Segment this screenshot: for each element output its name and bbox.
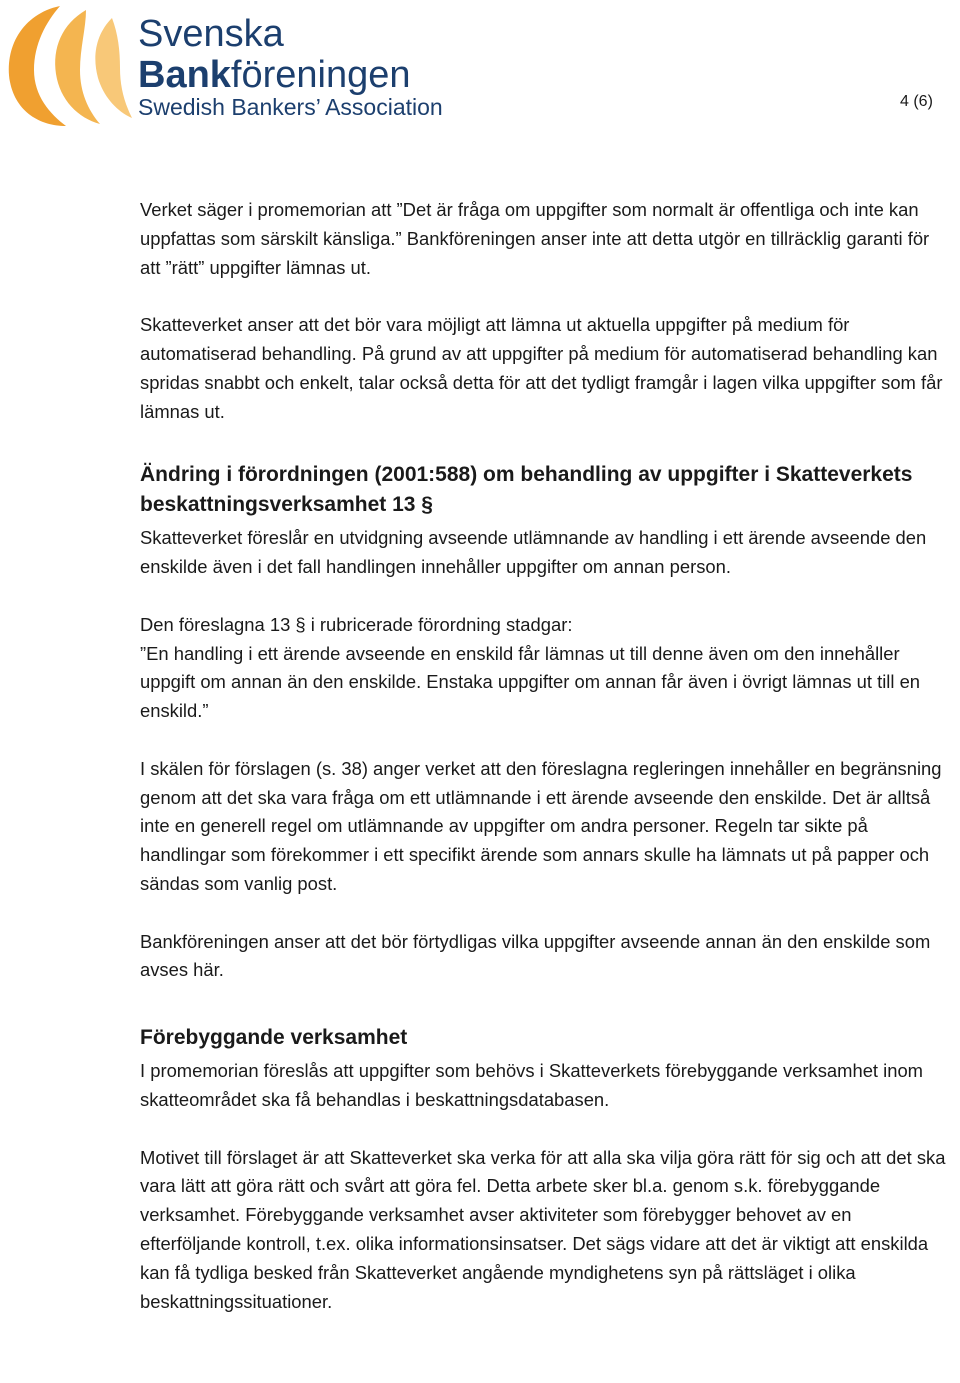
heading-andring-forordningen: Ändring i förordningen (2001:588) om behandling av uppgifter i Skatteverkets beskattningsverksamhet 13 §	[140, 463, 913, 517]
paragraph-motivet: Motivet till förslaget är att Skatteverket ska verka för att alla ska vilja göra rätt för sig och att det ska vara lätt att göra rätt och svårt att göra fel. Detta arbete sker bl.a. genom s.k. förebyggande verksamhet. Förebyggande verksamhet avser aktiviteter som förebygger behovet av en efterföljande kontroll, t.ex. olika informationsinsatser. Det sägs vidare att det är viktigt att enskilda kan få tydliga besked från Skatteverket angående myndighetens syn på rättsläget i olika beskattningssituationer.	[140, 1146, 946, 1312]
paragraph-foreslagna-line: Den föreslagna 13 § i rubricerade förordning stadgar:	[140, 613, 573, 635]
svenska-bankforeningen-logo	[0, 0, 470, 130]
heading-forebyggande: Förebyggande verksamhet	[140, 1026, 408, 1050]
logo-bank: Bank	[138, 54, 231, 96]
paragraph-skatteverket-anser: Skatteverket anser att det bör vara möjligt att lämna ut aktuella uppgifter på medium för automatiserad behandling. På grund av att uppgifter på medium för automatiserad behandling kan spridas snabbt och enkelt, talar också detta för att det tydligt framgår i lagen vilka uppgifter som får lämnas ut.	[140, 314, 943, 422]
page-number: 4 (6)	[900, 93, 933, 110]
paragraph-quote: ”En handling i ett ärende avseende en enskild får lämnas ut till denne även om den innehåller uppgift om annan än den enskilde. Enstaka uppgifter om annan får även i övrigt lämnas ut till en enskild.”	[140, 642, 921, 722]
logo-line-svenska: Svenska	[138, 13, 284, 55]
logo-line-english: Swedish Bankers’ Association	[138, 94, 443, 120]
paragraph-promemorian: I promemorian föreslås att uppgifter som behövs i Skatteverkets förebyggande verksamhet inom skatteområdet ska få behandlas i beskattningsdatabasen.	[140, 1060, 924, 1110]
logo-line-bankforeningen	[138, 54, 411, 96]
document-body	[140, 196, 952, 1316]
paragraph-utvidgning: Skatteverket föreslår en utvidgning avseende utlämnande av handling i ett ärende avseende den enskilde även i det fall handlingen innehåller uppgifter om annan person.	[140, 527, 927, 578]
paragraph-bankforeningen-anser: Bankföreningen anser att det bör förtydligas vilka uppgifter avseende annan än den enskilde som avses här.	[140, 930, 931, 981]
paragraph-skalen: I skälen för förslagen (s. 38) anger verket att den föreslagna regleringen innehåller en begränsning genom att det ska vara fråga om ett utlämnande i ett ärende avseende den enskilde. Det är alltså inte en generell regel om utlämnande av uppgifter om andra personer. Regeln tar sikte på handlingar som förekommer i ett specifikt ärende som annars skulle ha lämnats ut på papper och sändas som vanlig post.	[140, 757, 942, 894]
orange-swirl-icon	[9, 6, 132, 126]
paragraph-verket-sager: Verket säger i promemorian att ”Det är fråga om uppgifter som normalt är offentliga och inte kan uppfattas som särskilt känsliga.” Bankföreningen anser inte att detta utgör en tillräcklig garanti för att ”rätt” uppgifter lämnas ut.	[140, 199, 930, 278]
logo-foreningen: föreningen	[230, 54, 411, 96]
